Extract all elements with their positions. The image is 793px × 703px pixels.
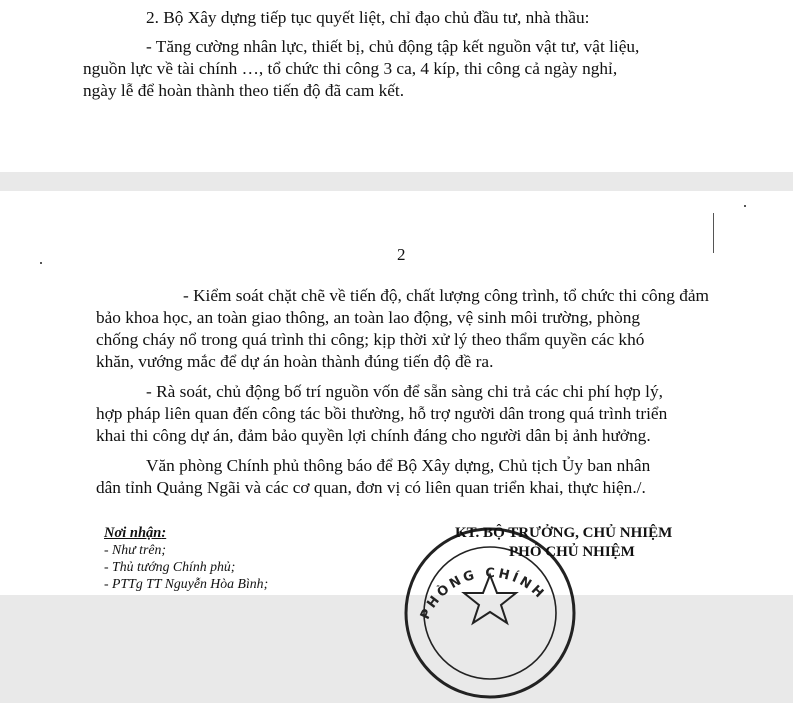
- scan-artifact: [713, 213, 714, 253]
- text-line: ngày lễ để hoàn thành theo tiến độ đã cam kết.: [83, 81, 405, 100]
- text-line: bảo khoa học, an toàn giao thông, an toàn lao động, vệ sinh môi trường, phòng: [96, 308, 641, 327]
- text-line: nguồn lực về tài chính …, tổ chức thi công 3 ca, 4 kíp, thi công cả ngày nghỉ,: [83, 59, 618, 78]
- signature-line-2: PHÓ CHỦ NHIỆM: [509, 544, 635, 560]
- text-line: - Kiểm soát chặt chẽ về tiến độ, chất lượng công trình, tổ chức thi công đảm: [183, 286, 709, 305]
- scan-artifact: [40, 262, 42, 264]
- page-number: 2: [397, 245, 406, 264]
- text-line: chống cháy nổ trong quá trình thi công; kịp thời xử lý theo thẩm quyền các khó: [96, 330, 645, 349]
- page-bottom: [0, 191, 793, 622]
- text-line: - Rà soát, chủ động bố trí nguồn vốn để sẵn sàng chi trả các chi phí hợp lý,: [146, 382, 663, 401]
- page-top: [0, 0, 793, 172]
- recipient-item: - PTTg TT Nguyễn Hòa Bình;: [104, 576, 269, 591]
- text-line: khăn, vướng mắc để dự án hoàn thành đúng tiến độ đề ra.: [96, 352, 494, 371]
- text-line: 2. Bộ Xây dựng tiếp tục quyết liệt, chỉ đạo chủ đầu tư, nhà thầu:: [146, 8, 590, 27]
- recipient-item: - Như trên;: [104, 542, 166, 557]
- signature-line-1: KT. BỘ TRƯỞNG, CHỦ NHIỆM: [455, 525, 673, 541]
- text-line: hợp pháp liên quan đến công tác bồi thường, hỗ trợ người dân trong quá trình triển: [96, 404, 668, 423]
- scan-artifact: [744, 205, 746, 207]
- seal-text: PHÒNG CHÍNH: [417, 566, 549, 622]
- text-line: Văn phòng Chính phủ thông báo để Bộ Xây dựng, Chủ tịch Ủy ban nhân: [146, 456, 651, 475]
- text-line: khai thi công dự án, đảm bảo quyền lợi chính đáng cho người dân bị ảnh hưởng.: [96, 426, 651, 445]
- recipient-item: - Thủ tướng Chính phủ;: [104, 559, 236, 574]
- recipients-title: Nơi nhận:: [104, 525, 167, 541]
- text-line: - Tăng cường nhân lực, thiết bị, chủ động tập kết nguồn vật tư, vật liệu,: [146, 37, 640, 56]
- text-line: dân tỉnh Quảng Ngãi và các cơ quan, đơn vị có liên quan triển khai, thực hiện./.: [96, 478, 646, 497]
